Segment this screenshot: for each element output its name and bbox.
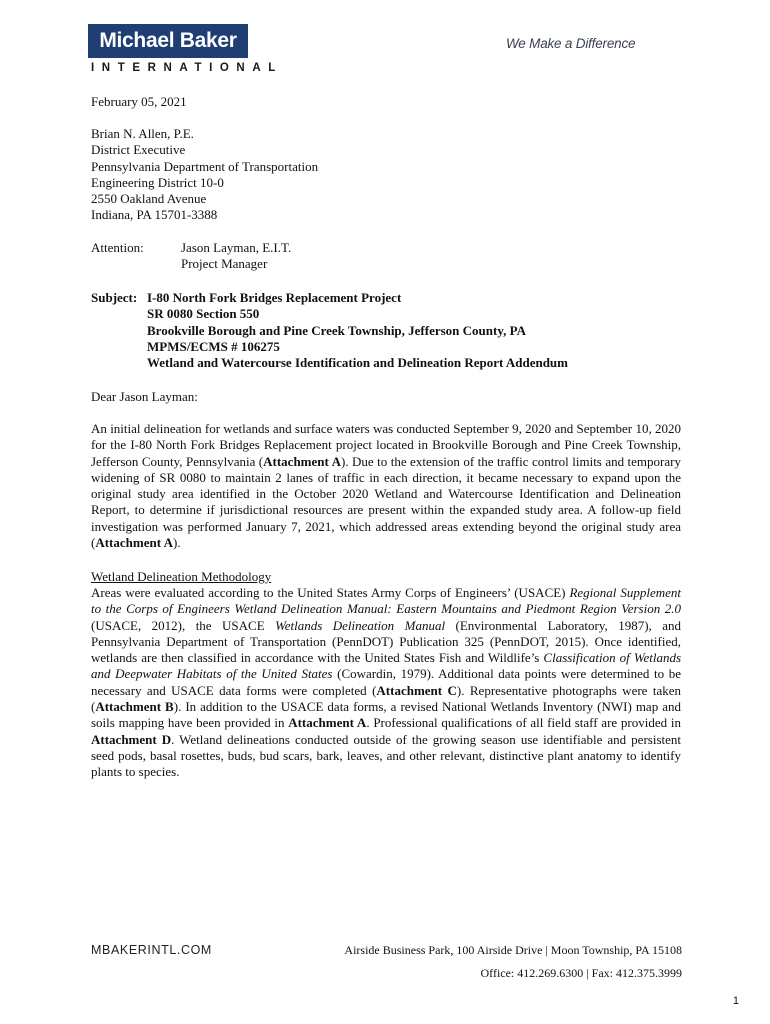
attachment-ref: Attachment A [95, 535, 173, 551]
letter-date: February 05, 2021 [91, 94, 187, 109]
attention-block [181, 240, 291, 273]
text-run: ). In addition to the USACE data forms, a revised National Wetlands Inventory (NWI) map and soils mapping have been provided in [91, 699, 681, 731]
recipient-title: District Executive [91, 142, 186, 158]
recipient-street: 2550 Oakland Avenue [91, 191, 207, 207]
salutation: Dear Jason Layman: [91, 389, 198, 404]
attachment-ref: Attachment C [376, 682, 457, 698]
intro-paragraph [91, 421, 681, 551]
recipient-organization: Pennsylvania Department of Transportation [91, 158, 319, 174]
text-run: (Cowardin, 1979). Additional data points were determined to be necessary and USACE data forms were completed ( [91, 666, 681, 698]
publication-title: Classification of Wetlands and Deepwater Habitats of the United States [91, 650, 682, 682]
attachment-ref: Attachment B [95, 699, 174, 715]
text-run: (USACE, 2012), the USACE [91, 617, 276, 633]
subject-line: I-80 North Fork Bridges Replacement Project [147, 290, 402, 305]
text-run: (Environmental Laboratory, 1987), and Pennsylvania Department of Transportation (PennDOT) Publication 325 (PennDOT, 2015). Once identified, wetlands are then classified in accordance with the United States Fish and Wildlife’s [91, 617, 681, 666]
subject-line: MPMS/ECMS # 106275 [147, 338, 280, 354]
company-logo-subtitle: INTERNATIONAL [91, 62, 283, 74]
attachment-ref: Attachment D [91, 731, 172, 747]
subject-line: SR 0080 Section 550 [147, 306, 260, 322]
subject-label: Subject: [91, 290, 138, 305]
attachment-ref: Attachment A [288, 715, 367, 731]
recipient-district: Engineering District 10-0 [91, 174, 224, 190]
subject-block [147, 290, 568, 371]
attention-name: Jason Layman, E.I.T. [181, 240, 292, 255]
methodology-paragraph [91, 585, 681, 781]
attention-title: Project Manager [181, 256, 268, 272]
footer-address: Airside Business Park, 100 Airside Drive | Moon Township, PA 15108 [344, 943, 682, 957]
recipient-address [91, 126, 318, 224]
subject-line: Wetland and Watercourse Identification and Delineation Report Addendum [147, 355, 568, 371]
company-logo: Michael Baker [88, 24, 248, 58]
footer-phone: Office: 412.269.6300 | Fax: 412.375.3999 [480, 966, 682, 980]
footer-website: MBAKERINTL.COM [91, 943, 212, 957]
text-run: An initial delineation for wetlands and surface waters was conducted September 9, 2020 and September 10, 2020 for the I-80 North Fork Bridges Replacement project located in Brookville Borough and Pine Creek Township, Jefferson County, Pennsylvania ( [91, 421, 681, 469]
text-run: . Professional qualifications of all field staff are provided in [366, 715, 681, 731]
attention-label: Attention: [91, 240, 144, 255]
page-number: 1 [732, 995, 739, 1007]
text-run: ). Due to the extension of the traffic control limits and temporary widening of SR 0080 to maintain 2 lanes of traffic in each direction, it became necessary to expand upon the original study area identified in the October 2020 Wetland and Watercourse Identification and Delineation Report, to determine if jurisdictional resources are present within the expanded study area. A follow-up field investigation was performed January 7, 2021, which addressed areas extending beyond the original study area ( [91, 453, 681, 551]
text-run: ). [172, 535, 181, 551]
text-run: ). Representative photographs were taken ( [91, 682, 681, 715]
attachment-ref: Attachment A [263, 453, 341, 469]
section-heading: Wetland Delineation Methodology [91, 569, 272, 584]
text-run: . Wetland delineations conducted outside of the growing season use identifiable and persistent seed pods, basal rosettes, buds, bud scars, bark, leaves, and other relevant, distinctive plant anatomy to identify plants to species. [91, 731, 682, 780]
recipient-name: Brian N. Allen, P.E. [91, 126, 194, 141]
publication-title: Regional Supplement to the Corps of Engineers Wetland Delineation Manual: Eastern Mountains and Piedmont Region Version 2.0 [91, 585, 681, 617]
subject-line: Brookville Borough and Pine Creek Township, Jefferson County, PA [147, 322, 526, 338]
recipient-city: Indiana, PA 15701-3388 [91, 207, 218, 223]
publication-title: Wetlands Delineation Manual [275, 617, 446, 633]
tagline: We Make a Difference [506, 36, 636, 51]
text-run: Areas were evaluated according to the United States Army Corps of Engineers’ (USACE) [91, 585, 570, 600]
